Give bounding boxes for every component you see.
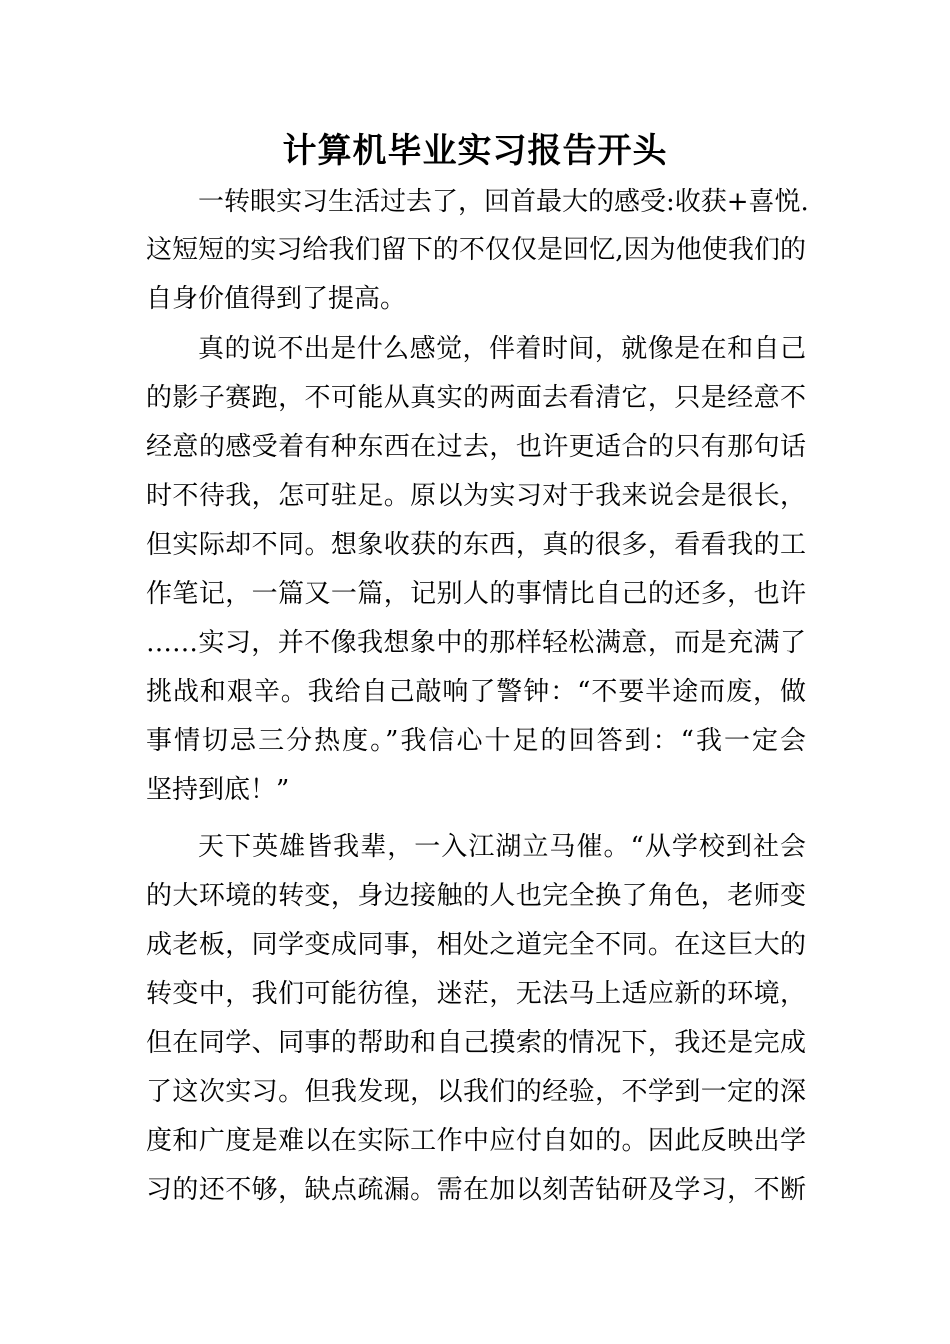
- paragraph-2-line-10: 坚持到底！”: [146, 775, 290, 805]
- paragraph-1-line-3: 自身价值得到了提高。: [146, 284, 407, 314]
- paragraph-3-line-2: 的大环境的转变，身边接触的人也完全换了角色，老师变: [146, 881, 806, 911]
- paragraph-3-line-8: 习的还不够，缺点疏漏。需在加以刻苦钻研及学习，不断: [146, 1175, 806, 1205]
- paragraph-2-line-1: 真的说不出是什么感觉，伴着时间，就像是在和自己: [198, 334, 806, 364]
- paragraph-2-line-6: 作笔记，一篇又一篇，记别人的事情比自己的还多，也许: [146, 579, 806, 609]
- paragraph-3-line-6: 了这次实习。但我发现，以我们的经验，不学到一定的深: [146, 1077, 806, 1107]
- paragraph-2-line-8: 挑战和艰辛。我给自己敲响了警钟：“不要半途而废，做: [146, 677, 806, 707]
- paragraph-3-line-7: 度和广度是难以在实际工作中应付自如的。因此反映出学: [146, 1126, 806, 1156]
- paragraph-2-line-4: 时不待我，怎可驻足。原以为实习对于我来说会是很长，: [146, 481, 806, 511]
- document-title: 计算机毕业实习报告开头: [282, 131, 668, 171]
- paragraph-1-line-2: 这短短的实习给我们留下的不仅仅是回忆,因为他使我们的: [146, 235, 806, 265]
- paragraph-2-line-9: 事情切忌三分热度。”我信心十足的回答到：“我一定会: [146, 726, 806, 756]
- paragraph-2-line-7: ……实习，并不像我想象中的那样轻松满意，而是充满了: [146, 628, 806, 658]
- paragraph-2-line-5: 但实际却不同。想象收获的东西，真的很多，看看我的工: [146, 530, 806, 560]
- paragraph-3-line-1: 天下英雄皆我辈，一入江湖立马催。“从学校到社会: [198, 832, 806, 862]
- paragraph-2-line-3: 经意的感受着有种东西在过去，也许更适合的只有那句话: [146, 432, 806, 462]
- paragraph-1-line-1: 一转眼实习生活过去了，回首最大的感受:收获+喜悦.: [198, 187, 809, 217]
- paragraph-3-line-5: 但在同学、同事的帮助和自己摸索的情况下，我还是完成: [146, 1028, 806, 1058]
- paragraph-3-line-4: 转变中，我们可能彷徨，迷茫，无法马上适应新的环境，: [146, 979, 806, 1009]
- paragraph-3-line-3: 成老板，同学变成同事，相处之道完全不同。在这巨大的: [146, 930, 806, 960]
- paragraph-2-line-2: 的影子赛跑，不可能从真实的两面去看清它，只是经意不: [146, 383, 806, 413]
